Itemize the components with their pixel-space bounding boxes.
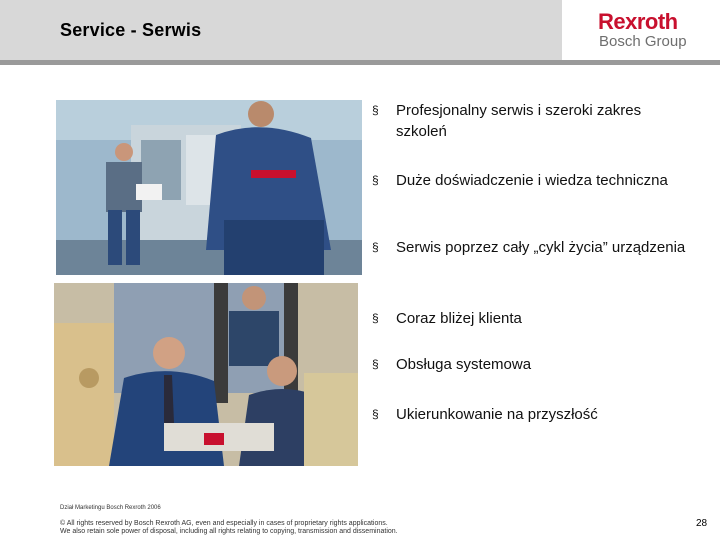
bosch-group-logo-text: Bosch Group [599,33,687,50]
bullet-marker: § [372,357,379,371]
bullet-text: Profesjonalny serwis i szeroki zakres szkoleń [396,102,642,140]
footer-department: Dział Marketingu Bosch Rexroth 2006 [60,505,161,511]
header-divider [0,60,720,65]
bullet-marker: § [372,311,379,325]
bullet-marker: § [372,240,379,254]
bullet-text: Coraz bliżej klienta [396,310,522,327]
copyright-line-1: © All rights reserved by Bosch Rexroth AG, even and especially in cases of proprietary rights applications. [60,520,388,527]
bullet-marker: § [372,407,379,421]
service-technicians-photo [56,100,362,275]
bullet-text: Obsługa systemowa [396,356,532,373]
service-technicians-illustration [56,100,362,275]
bullet-text: Duże doświadczenie i wiedza techniczna [396,172,668,189]
footer-copyright [60,520,620,536]
bullet-marker: § [372,173,379,187]
customer-meeting-photo [54,283,358,466]
copyright-line-2: We also retain sole power of disposal, including all rights relating to copying, transmission and dissemination. [60,528,398,535]
bullet-text: Serwis poprzez cały „cykl życia” urządzenia [396,239,686,256]
slide-title: Service - Serwis [60,20,202,40]
rexroth-logo: Rexroth [598,9,678,34]
bullet-marker: § [372,103,379,117]
bullet-text: Ukierunkowanie na przyszłość [396,406,598,423]
page-number: 28 [696,518,708,529]
customer-meeting-illustration [54,283,358,466]
